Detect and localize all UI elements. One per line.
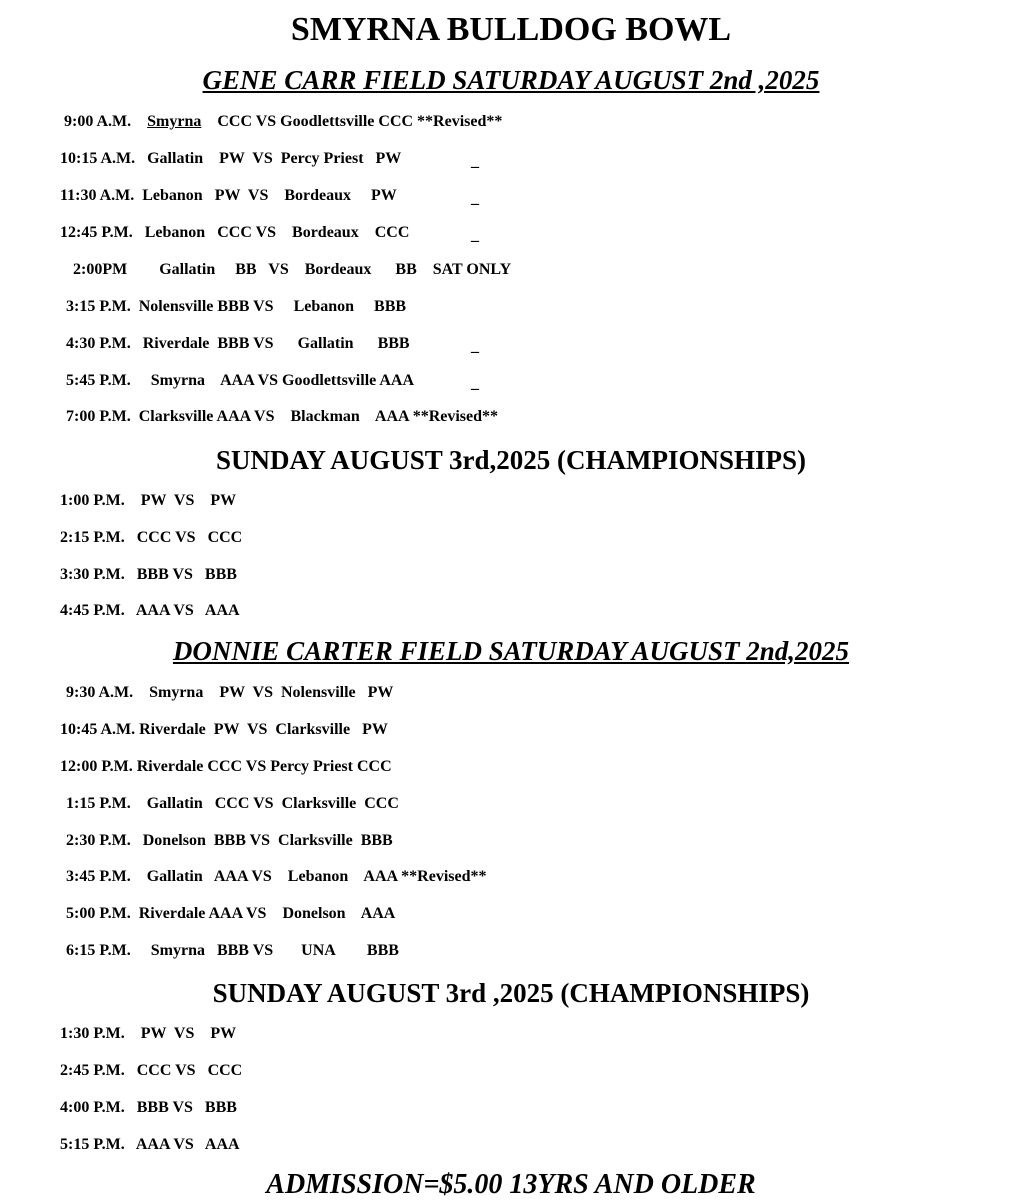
schedule-row: 12:00 P.M. Riverdale CCC VS Percy Priest CCC <box>60 758 392 775</box>
schedule-row: 4:00 P.M. BBB VS BBB <box>60 1099 237 1116</box>
game-matchup-suffix: CCC VS Goodlettsville CCC **Revised** <box>201 113 503 130</box>
donnie-carter-heading: DONNIE CARTER FIELD SATURDAY AUGUST 2nd,2025 <box>172 636 850 666</box>
schedule-row: 4:30 P.M. Riverdale BBB VS Gallatin BBB <box>66 335 410 352</box>
schedule-row: 11:30 A.M. Lebanon PW VS Bordeaux PW <box>60 187 397 204</box>
schedule-row: 2:45 P.M. CCC VS CCC <box>60 1062 243 1079</box>
schedule-row: 12:45 P.M. Lebanon CCC VS Bordeaux CCC <box>60 224 410 241</box>
underscore-mark: _ <box>471 190 479 207</box>
game-time-prefix: 9:00 A.M. <box>64 113 148 130</box>
schedule-row: 5:15 P.M. AAA VS AAA <box>60 1136 240 1153</box>
schedule-row: 5:00 P.M. Riverdale AAA VS Donelson AAA <box>66 905 396 922</box>
schedule-row: 9:30 A.M. Smyrna PW VS Nolensville PW <box>66 684 394 701</box>
schedule-row: 10:15 A.M. Gallatin PW VS Percy Priest PW <box>60 150 402 167</box>
team-name-underlined: Smyrna <box>147 113 202 130</box>
schedule-row: 3:15 P.M. Nolensville BBB VS Lebanon BBB <box>66 298 407 315</box>
schedule-row: 2:00PM Gallatin BB VS Bordeaux BB SAT ONLY <box>73 261 512 278</box>
page-title: SMYRNA BULLDOG BOWL <box>290 11 732 48</box>
sunday-championships-heading: SUNDAY AUGUST 3rd,2025 (CHAMPIONSHIPS) <box>215 445 807 475</box>
underscore-mark: _ <box>471 227 479 244</box>
admission-note: ADMISSION=$5.00 13YRS AND OLDER <box>266 1169 756 1200</box>
schedule-row: 10:45 A.M. Riverdale PW VS Clarksville PW <box>60 721 388 738</box>
schedule-row: 5:45 P.M. Smyrna AAA VS Goodlettsville AAA <box>66 372 415 389</box>
schedule-row: 1:30 P.M. PW VS PW <box>60 1025 237 1042</box>
gene-carr-heading: GENE CARR FIELD SATURDAY AUGUST 2nd ,2025 <box>202 65 820 95</box>
underscore-mark: _ <box>471 153 479 170</box>
schedule-row: 4:45 P.M. AAA VS AAA <box>60 602 240 619</box>
underscore-mark: _ <box>471 338 479 355</box>
sunday-championships-heading: SUNDAY AUGUST 3rd ,2025 (CHAMPIONSHIPS) <box>212 978 810 1008</box>
schedule-row: 2:30 P.M. Donelson BBB VS Clarksville BBB <box>66 832 393 849</box>
underscore-mark: _ <box>471 375 479 392</box>
schedule-row: 2:15 P.M. CCC VS CCC <box>60 529 243 546</box>
schedule-row: 1:15 P.M. Gallatin CCC VS Clarksville CCC <box>66 795 399 812</box>
schedule-row: 3:45 P.M. Gallatin AAA VS Lebanon AAA **Revised** <box>66 868 487 885</box>
schedule-row: 7:00 P.M. Clarksville AAA VS Blackman AAA **Revised** <box>66 408 499 425</box>
schedule-row: 6:15 P.M. Smyrna BBB VS UNA BBB <box>66 942 399 959</box>
schedule-row: 1:00 P.M. PW VS PW <box>60 492 237 509</box>
schedule-row: 3:30 P.M. BBB VS BBB <box>60 566 237 583</box>
schedule-row <box>64 112 502 132</box>
